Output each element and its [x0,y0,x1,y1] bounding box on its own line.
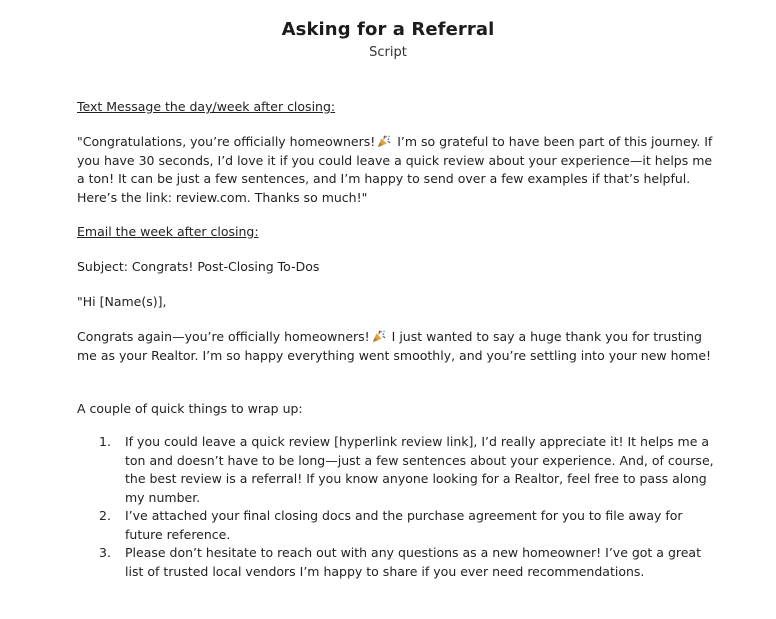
email-paragraph-part1: Congrats again—you’re officially homeowners! [77,329,370,344]
list-item [77,544,717,581]
document-title: Asking for a Referral [281,19,495,40]
text-message-heading: Text Message the day/week after closing: [77,99,336,114]
email-subject: Subject: Congrats! Post-Closing To-Dos [77,259,320,274]
document-subtitle: Script [369,45,407,60]
email-heading: Email the week after closing: [77,224,259,239]
party-popper-icon [377,134,391,148]
list-item-text: I’ve attached your final closing docs and the purchase agreement for you to file away for future reference. [125,508,683,542]
party-popper-icon [372,329,386,343]
list-item [77,433,717,507]
email-paragraph [77,328,717,365]
email-paragraph-part2: I just wanted to say a huge thank you for trusting me as your Realtor. I’m so happy everything went smoothly, and you’re settling into your new home! [77,329,712,363]
todo-list [77,433,717,581]
text-message-body [77,133,717,207]
text-message-part2: I’m so grateful to have been part of this journey. If you have 30 seconds, I’d love it if you could leave a quick review about your experience—it helps me a ton! It can be just a few sentences, and I’m happy to send over a few examples if that’s helpful. Here’s the link: review.com. Thanks so much!" [77,134,713,205]
list-item-text: If you could leave a quick review [hyperlink review link], I’d really appreciate it! It helps me a ton and doesn’t have to be long—just a few sentences about your experience. And, of course, the best review is a referral! If you know anyone looking for a Realtor, feel free to pass along my number. [125,434,714,505]
list-intro: A couple of quick things to wrap up: [77,401,303,416]
list-item-number: 3. [99,545,111,560]
email-greeting: "Hi [Name(s)], [77,294,167,309]
text-message-part1: "Congratulations, you’re officially homeowners! [77,134,376,149]
list-item [77,507,717,544]
list-item-number: 2. [99,508,111,523]
list-item-number: 1. [99,434,111,449]
list-item-text: Please don’t hesitate to reach out with any questions as a new homeowner! I’ve got a great list of trusted local vendors I’m happy to share if you ever need recommendations. [125,545,701,579]
